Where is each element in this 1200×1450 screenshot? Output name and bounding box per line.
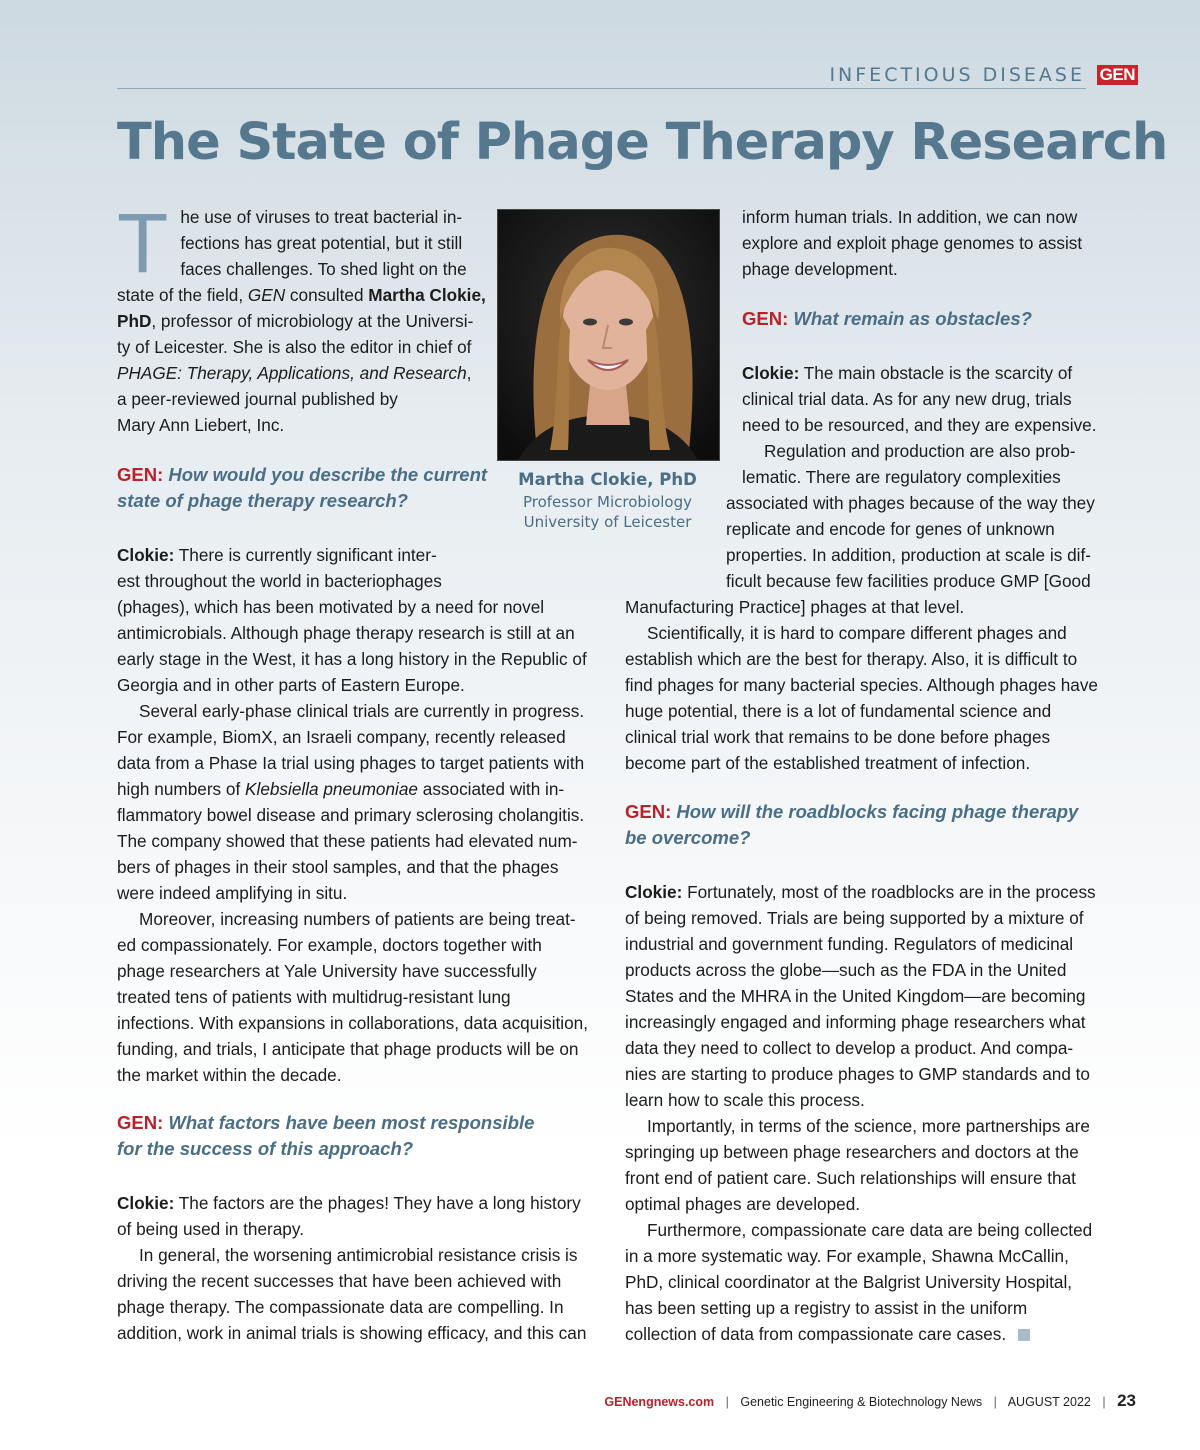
footer-divider: |: [1102, 1395, 1106, 1409]
answer-line: (phages), which has been motivated by a need for novel: [117, 597, 545, 617]
answer-line: [625, 360, 1105, 386]
answer-line: need to be resourced, and they are expensive.: [742, 415, 1097, 435]
answer-line: clinical trial data. As for any new drug, trials: [742, 389, 1072, 409]
question-line: [117, 1110, 592, 1136]
intro-line: he use of viruses to treat bacterial in-: [180, 207, 463, 227]
question-line: state of phage therapy research?: [117, 490, 408, 511]
footer-date: AUGUST 2022: [1007, 1395, 1091, 1409]
journal-title: PHAGE: Therapy, Applications, and Research: [117, 363, 467, 383]
answer-line: ficult because few facilities produce GMP [Good: [726, 571, 1091, 591]
speaker-label: Clokie:: [117, 545, 175, 565]
answer-line: Georgia and in other parts of Eastern Europe.: [117, 675, 465, 695]
header-rule: [117, 88, 1086, 89]
answer-text: The factors are the phages! They have a long history of being used in therapy.: [117, 1193, 581, 1239]
answer-paragraph: [117, 1190, 592, 1242]
caption-affiliation: University of Leicester: [523, 513, 692, 531]
intro-text: state of the field,: [117, 285, 248, 305]
intro-text: ,: [466, 363, 472, 383]
caption-title: Professor Microbiology: [522, 493, 693, 511]
answer-line: antimicrobials. Although phage therapy research is still at an: [117, 623, 575, 643]
answer-4: [625, 879, 1103, 1347]
gen-logo: GEN: [1097, 65, 1138, 85]
answer-paragraph: Scientifically, it is hard to compare different phages and establish which are the best for therapy. Also, it is difficult to find phages for many bacterial species. Although phages have huge potential, there is a lot of fundamental science and clinical trial work that remains to be done before phages become part of the established treatment of infection.: [625, 623, 1098, 773]
answer-line: est throughout the world in bacteriophages: [117, 571, 442, 591]
footer-divider: |: [725, 1395, 729, 1409]
footer-divider: |: [993, 1395, 997, 1409]
answer-paragraph: Moreover, increasing numbers of patients are being treat-ed compassionately. For example, doctors together with phage researchers at Yale University have successfully treated tens of patients with multidrug-resistant lung infections. With expansions in collaborations, data acquisition, funding, and trials, I anticipate that phage products will be on the market within the decade.: [117, 909, 589, 1085]
answer-line: lematic. There are regulatory complexities: [742, 467, 1061, 487]
question-text: How would you describe the current: [168, 464, 488, 485]
drop-cap: T: [117, 196, 169, 290]
interviewee-name: Martha Clokie,: [368, 285, 486, 305]
question-line: for the success of this approach?: [117, 1138, 414, 1159]
question-line: be overcome?: [625, 827, 751, 848]
species-name: Klebsiella pneumoniae: [245, 779, 418, 799]
question-2: [117, 1110, 592, 1162]
column-2-continuation: [742, 204, 1102, 282]
footer-publication: Genetic Engineering & Biotechnology News: [740, 1395, 983, 1409]
answer-line: phage development.: [742, 259, 898, 279]
answer-text: Furthermore, compassionate care data are being collected in a more systematic way. For example, Shawna McCallin, PhD, clinical coordinator at the Balgrist University Hospital, has been setting up a registry to assist in the uniform collection of data from compassionate care cases.: [625, 1220, 1093, 1344]
answer-line: properties. In addition, production at scale is dif-: [726, 545, 1091, 565]
question-1: [117, 462, 492, 514]
answer-line: associated with phages because of the way they: [726, 493, 1095, 513]
question-3: [742, 306, 1102, 332]
footer-site-link[interactable]: GENengnews.com: [604, 1395, 715, 1409]
intro-line: [117, 282, 492, 308]
caption-name: Martha Clokie, PhD: [518, 470, 697, 489]
article-title: The State of Phage Therapy Research: [117, 113, 1168, 172]
answer-1: [117, 542, 592, 1088]
answer-text: The main obstacle is the scarcity of: [799, 363, 1073, 383]
answer-paragraph: Importantly, in terms of the science, more partnerships are springing up between phage researchers and doctors at the front end of patient care. Such relationships will ensure that optimal phages are developed.: [625, 1116, 1090, 1214]
answer-line: early stage in the West, it has a long history in the Republic of: [117, 649, 587, 669]
answer-paragraph: [117, 698, 592, 906]
intro-line: ty of Leicester. She is also the editor in chief of: [117, 337, 472, 357]
question-text: What factors have been most responsible: [168, 1112, 535, 1133]
intro-line: faces challenges. To shed light on the: [180, 259, 467, 279]
question-line: [625, 799, 1105, 825]
gen-label: GEN:: [117, 464, 164, 485]
answer-text: Fortunately, most of the roadblocks are in the process of being removed. Trials are being supported by a mixture of industrial and government funding. Regulators of medicinal products across the globe—such as the FDA in the United States and the MHRA in the United Kingdom—are becoming increasingly engaged and informing phage researchers what data they need to collect to develop a product. And compa-nies are starting to produce phages to GMP standards and to learn how to scale this process.: [625, 882, 1096, 1110]
answer-line: Regulation and production are also prob-: [764, 441, 1076, 461]
question-4: [625, 799, 1105, 851]
answer-2: [117, 1190, 592, 1346]
answer-text: Several early-phase clinical trials are currently in progress. For example, BiomX, an Israeli company, recently released data from a Phase Ia trial using phages to target patients with high numbers of: [117, 701, 585, 799]
answer-line: [117, 542, 592, 568]
question-line: [117, 462, 492, 488]
intro-line: a peer-reviewed journal published by: [117, 389, 398, 409]
answer-paragraph: [625, 1217, 1103, 1347]
answer-3: [625, 360, 1105, 776]
answer-line: replicate and encode for genes of unknown: [726, 519, 1055, 539]
end-mark-icon: [1018, 1329, 1030, 1341]
intro-line: [117, 360, 492, 386]
answer-text: There is currently significant inter-: [174, 545, 437, 565]
page-number: 23: [1117, 1391, 1136, 1410]
interviewee-degree: PhD: [117, 311, 152, 331]
intro-line: [117, 308, 492, 334]
page-footer: [604, 1391, 1136, 1411]
gen-label: GEN:: [117, 1112, 164, 1133]
gen-label: GEN:: [625, 801, 672, 822]
answer-line: explore and exploit phage genomes to assist: [742, 233, 1083, 253]
gen-label: GEN:: [742, 308, 789, 329]
speaker-label: Clokie:: [625, 882, 683, 902]
intro-line: fections has great potential, but it still: [180, 233, 463, 253]
answer-paragraph: In general, the worsening antimicrobial resistance crisis is driving the recent successes that have been achieved with phage therapy. The compassionate data are compelling. In addition, work in animal trials is showing efficacy, and this can: [117, 1245, 587, 1343]
question-text: How will the roadblocks facing phage therapy: [676, 801, 1079, 822]
answer-paragraph: [625, 879, 1103, 1113]
intro-line: Mary Ann Liebert, Inc.: [117, 415, 285, 435]
answer-line: Manufacturing Practice] phages at that level.: [625, 597, 965, 617]
gen-italic: GEN: [247, 285, 286, 305]
intro-paragraph: [117, 196, 492, 438]
question-text: What remain as obstacles?: [793, 308, 1032, 329]
speaker-label: Clokie:: [742, 363, 800, 383]
intro-text: , professor of microbiology at the Universi-: [151, 311, 474, 331]
speaker-label: Clokie:: [117, 1193, 175, 1213]
answer-line: inform human trials. In addition, we can now: [742, 207, 1078, 227]
intro-text: consulted: [285, 285, 369, 305]
section-label: INFECTIOUS DISEASE: [829, 64, 1085, 86]
answer-text: associated with in-flammatory bowel disease and primary sclerosing cholangitis. The company showed that these patients had elevated num-bers of phages in their stool samples, and that the phages were indeed amplifying in situ.: [117, 779, 585, 903]
